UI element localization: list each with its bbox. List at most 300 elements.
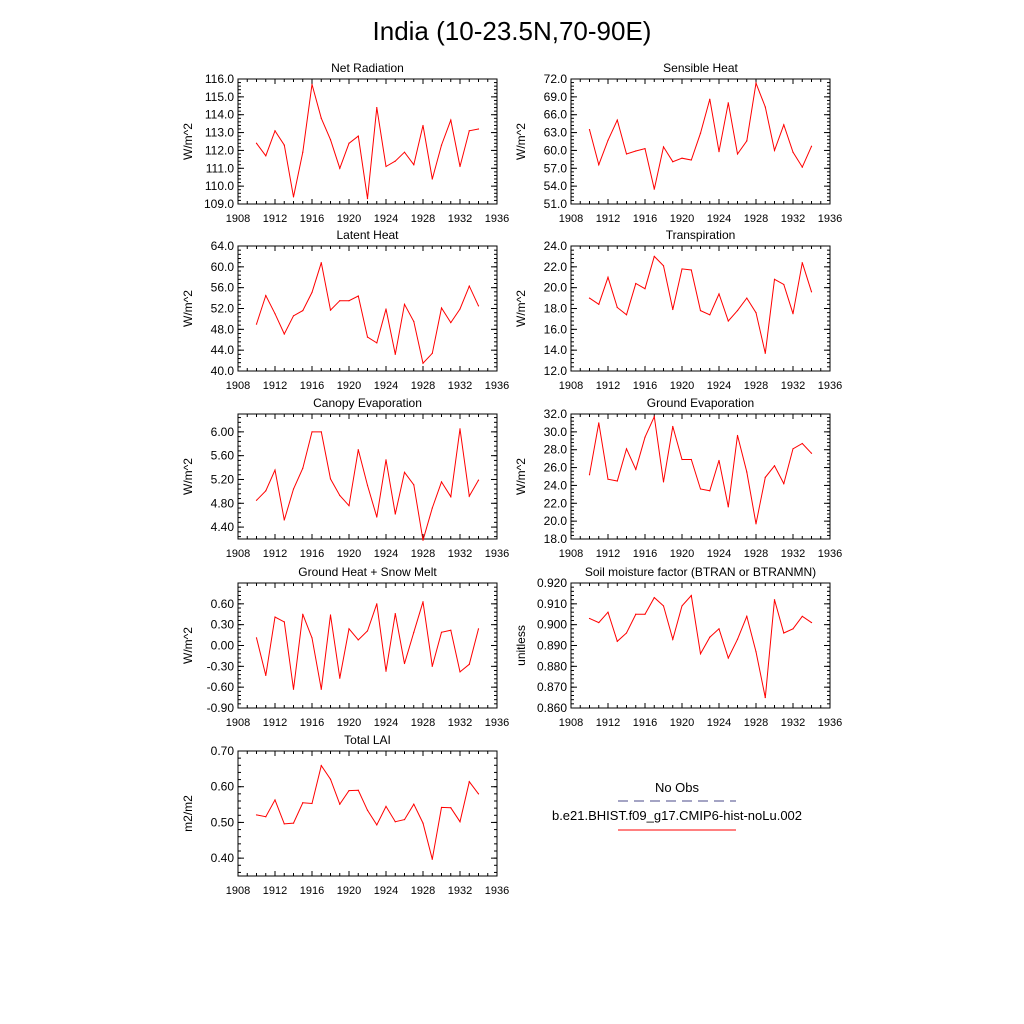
data-point xyxy=(404,663,405,664)
data-point xyxy=(589,618,590,619)
data-point xyxy=(617,641,618,642)
y-tick-label: 40.0 xyxy=(210,364,234,378)
y-tick-label: 54.0 xyxy=(543,179,567,194)
y-tick-label: 60.0 xyxy=(543,143,567,158)
x-tick-label: 1932 xyxy=(780,213,806,225)
y-axis-label: W/m^2 xyxy=(181,627,195,664)
y-tick-label: 0.870 xyxy=(536,680,567,695)
data-point xyxy=(811,622,812,623)
x-tick-label: 1924 xyxy=(706,213,732,225)
data-point xyxy=(358,295,359,296)
y-axis-label: m2/m2 xyxy=(181,795,195,832)
data-point xyxy=(413,164,414,165)
data-point xyxy=(302,802,303,803)
data-point xyxy=(395,613,396,614)
data-point xyxy=(321,118,322,119)
plot-frame xyxy=(238,246,497,371)
data-point xyxy=(265,295,266,296)
data-point xyxy=(358,136,359,137)
x-tick-label: 1936 xyxy=(484,380,510,392)
data-point xyxy=(358,790,359,791)
data-point xyxy=(589,297,590,298)
data-point xyxy=(469,496,470,497)
legend-obs-label: No Obs xyxy=(654,780,700,795)
y-tick-label: 0.910 xyxy=(536,596,567,611)
y-axis-label: W/m^2 xyxy=(514,123,528,160)
x-tick-label: 1924 xyxy=(373,380,399,392)
y-tick-label: 64.0 xyxy=(210,239,234,253)
data-point xyxy=(700,310,701,311)
data-point xyxy=(284,519,285,520)
x-tick-label: 1936 xyxy=(817,717,843,729)
x-tick-label: 1920 xyxy=(669,380,695,392)
data-point xyxy=(478,479,479,480)
data-point xyxy=(348,300,349,301)
x-tick-label: 1936 xyxy=(484,213,510,225)
data-point xyxy=(681,158,682,159)
data-point xyxy=(792,448,793,449)
data-point xyxy=(598,422,599,423)
data-point xyxy=(728,102,729,103)
data-point xyxy=(450,119,451,120)
chart-panel xyxy=(514,396,842,560)
series-line xyxy=(257,84,479,198)
data-point xyxy=(422,540,423,541)
x-tick-label: 1920 xyxy=(336,380,362,392)
data-point xyxy=(293,488,294,489)
data-point xyxy=(348,143,349,144)
plot-frame xyxy=(238,583,497,708)
x-tick-label: 1912 xyxy=(595,213,621,225)
x-tick-label: 1924 xyxy=(706,380,732,392)
data-point xyxy=(654,256,655,257)
data-point xyxy=(774,150,775,151)
chart-panel xyxy=(181,61,509,225)
panel-title: Canopy Evaporation xyxy=(313,396,422,410)
data-point xyxy=(654,416,655,417)
x-tick-label: 1932 xyxy=(780,548,806,560)
plot-frame xyxy=(238,751,497,876)
plot-frame xyxy=(571,583,830,708)
chart-panel xyxy=(514,228,842,392)
x-tick-label: 1912 xyxy=(262,213,288,225)
data-point xyxy=(709,490,710,491)
data-point xyxy=(367,198,368,199)
data-point xyxy=(395,161,396,162)
data-point xyxy=(478,305,479,306)
y-tick-label: 0.920 xyxy=(536,576,567,590)
chart-panel xyxy=(181,396,509,560)
x-tick-label: 1912 xyxy=(595,548,621,560)
data-point xyxy=(792,628,793,629)
data-point xyxy=(755,651,756,652)
data-point xyxy=(469,664,470,665)
x-tick-label: 1932 xyxy=(447,380,473,392)
data-point xyxy=(256,143,257,144)
y-tick-label: 0.30 xyxy=(210,617,234,632)
y-tick-label: 72.0 xyxy=(543,72,567,86)
x-tick-label: 1908 xyxy=(225,213,251,225)
data-point xyxy=(284,333,285,334)
panel-title: Transpiration xyxy=(665,228,736,242)
series-line xyxy=(257,766,479,860)
y-tick-label: 0.60 xyxy=(210,596,234,611)
data-point xyxy=(376,824,377,825)
data-point xyxy=(265,155,266,156)
panel-title: Total LAI xyxy=(344,733,391,747)
data-point xyxy=(635,150,636,151)
y-tick-label: 0.40 xyxy=(210,851,234,866)
x-tick-label: 1908 xyxy=(558,213,584,225)
data-point xyxy=(265,675,266,676)
y-tick-label: 56.0 xyxy=(210,280,234,295)
x-tick-label: 1932 xyxy=(447,213,473,225)
data-point xyxy=(348,628,349,629)
data-point xyxy=(422,125,423,126)
data-point xyxy=(672,161,673,162)
y-tick-label: 20.0 xyxy=(543,280,567,295)
x-tick-label: 1924 xyxy=(373,548,399,560)
x-tick-label: 1916 xyxy=(632,213,658,225)
data-point xyxy=(626,153,627,154)
x-tick-label: 1912 xyxy=(262,717,288,729)
data-point xyxy=(422,601,423,602)
data-point xyxy=(644,148,645,149)
data-point xyxy=(376,603,377,604)
data-point xyxy=(598,304,599,305)
data-point xyxy=(792,152,793,153)
data-point xyxy=(589,129,590,130)
data-point xyxy=(404,304,405,305)
y-tick-label: 18.0 xyxy=(543,532,567,546)
x-tick-label: 1908 xyxy=(225,548,251,560)
y-tick-label: 16.0 xyxy=(543,322,567,337)
data-point xyxy=(284,823,285,824)
y-tick-label: 51.0 xyxy=(543,197,567,211)
data-point xyxy=(321,765,322,766)
y-tick-label: 4.40 xyxy=(210,520,234,535)
data-point xyxy=(321,689,322,690)
x-tick-label: 1936 xyxy=(484,885,510,897)
data-point xyxy=(765,353,766,354)
data-point xyxy=(663,146,664,147)
data-point xyxy=(256,324,257,325)
data-point xyxy=(691,269,692,270)
data-point xyxy=(256,637,257,638)
y-tick-label: 69.0 xyxy=(543,89,567,104)
x-tick-label: 1928 xyxy=(410,548,436,560)
y-tick-label: 57.0 xyxy=(543,161,567,176)
data-point xyxy=(385,166,386,167)
x-tick-label: 1936 xyxy=(484,717,510,729)
x-tick-label: 1916 xyxy=(299,380,325,392)
y-tick-label: 24.0 xyxy=(543,478,567,493)
data-point xyxy=(654,597,655,598)
data-point xyxy=(728,506,729,507)
x-tick-label: 1916 xyxy=(632,380,658,392)
x-tick-label: 1928 xyxy=(743,717,769,729)
x-tick-label: 1932 xyxy=(780,380,806,392)
data-point xyxy=(413,321,414,322)
y-tick-label: 52.0 xyxy=(210,301,234,316)
series-line xyxy=(590,417,812,524)
data-point xyxy=(441,807,442,808)
x-tick-label: 1916 xyxy=(299,885,325,897)
data-point xyxy=(422,823,423,824)
data-point xyxy=(376,342,377,343)
x-tick-label: 1932 xyxy=(447,548,473,560)
data-point xyxy=(672,639,673,640)
y-tick-label: 6.00 xyxy=(210,424,234,439)
data-point xyxy=(274,130,275,131)
data-point xyxy=(746,471,747,472)
data-point xyxy=(348,790,349,791)
y-tick-label: 60.0 xyxy=(210,259,234,274)
y-tick-label: 116.0 xyxy=(204,72,234,86)
data-point xyxy=(469,286,470,287)
data-point xyxy=(728,320,729,321)
data-point xyxy=(746,140,747,141)
y-tick-label: 0.00 xyxy=(210,638,234,653)
data-point xyxy=(709,637,710,638)
panel-title: Ground Evaporation xyxy=(646,396,755,410)
x-tick-label: 1912 xyxy=(262,885,288,897)
data-point xyxy=(330,614,331,615)
data-point xyxy=(691,595,692,596)
data-point xyxy=(293,823,294,824)
y-tick-label: 14.0 xyxy=(543,343,567,358)
chart-panel xyxy=(181,228,509,392)
data-point xyxy=(755,523,756,524)
y-tick-label: 5.60 xyxy=(210,448,234,463)
series-line xyxy=(590,83,812,189)
data-point xyxy=(459,308,460,309)
x-tick-label: 1920 xyxy=(336,548,362,560)
y-tick-label: 32.0 xyxy=(543,407,567,421)
data-point xyxy=(737,639,738,640)
data-point xyxy=(339,300,340,301)
data-point xyxy=(395,821,396,822)
data-point xyxy=(274,313,275,314)
data-point xyxy=(302,310,303,311)
y-tick-label: 0.880 xyxy=(536,659,567,674)
panel-title: Net Radiation xyxy=(331,61,404,75)
data-point xyxy=(330,478,331,479)
data-point xyxy=(718,151,719,152)
x-tick-label: 1936 xyxy=(484,548,510,560)
data-point xyxy=(700,133,701,134)
x-tick-label: 1920 xyxy=(336,717,362,729)
data-point xyxy=(783,632,784,633)
data-point xyxy=(459,166,460,167)
data-point xyxy=(367,485,368,486)
x-tick-label: 1916 xyxy=(632,717,658,729)
data-point xyxy=(626,314,627,315)
data-point xyxy=(321,262,322,263)
data-point xyxy=(598,622,599,623)
data-point xyxy=(617,307,618,308)
data-point xyxy=(663,605,664,606)
data-point xyxy=(691,459,692,460)
x-tick-label: 1928 xyxy=(743,213,769,225)
data-point xyxy=(385,671,386,672)
panel-title: Soil moisture factor (BTRAN or BTRANMN) xyxy=(584,565,817,579)
data-point xyxy=(617,119,618,120)
data-point xyxy=(709,99,710,100)
x-tick-label: 1924 xyxy=(373,213,399,225)
data-point xyxy=(256,500,257,501)
data-point xyxy=(413,632,414,633)
y-tick-label: 26.0 xyxy=(543,460,567,475)
data-point xyxy=(395,513,396,514)
data-point xyxy=(802,443,803,444)
data-point xyxy=(367,810,368,811)
series-line xyxy=(590,596,812,698)
data-point xyxy=(367,337,368,338)
y-tick-label: 0.890 xyxy=(536,638,567,653)
data-point xyxy=(746,297,747,298)
data-point xyxy=(700,488,701,489)
data-point xyxy=(450,630,451,631)
data-point xyxy=(265,816,266,817)
x-tick-label: 1936 xyxy=(817,213,843,225)
data-point xyxy=(469,781,470,782)
data-point xyxy=(478,628,479,629)
data-point xyxy=(376,107,377,108)
data-point xyxy=(311,292,312,293)
series-line xyxy=(257,429,479,540)
x-tick-label: 1908 xyxy=(225,885,251,897)
data-point xyxy=(441,481,442,482)
x-tick-label: 1932 xyxy=(447,885,473,897)
data-point xyxy=(459,821,460,822)
data-point xyxy=(765,477,766,478)
data-point xyxy=(802,616,803,617)
y-tick-label: 0.860 xyxy=(536,701,567,715)
x-tick-label: 1924 xyxy=(373,717,399,729)
x-tick-label: 1908 xyxy=(225,717,251,729)
x-tick-label: 1928 xyxy=(410,717,436,729)
data-point xyxy=(274,799,275,800)
data-point xyxy=(783,284,784,285)
y-tick-label: 22.0 xyxy=(543,496,567,511)
y-tick-label: 44.0 xyxy=(210,343,234,358)
data-point xyxy=(459,428,460,429)
data-point xyxy=(469,130,470,131)
y-tick-label: 66.0 xyxy=(543,107,567,122)
data-point xyxy=(265,490,266,491)
y-tick-label: -0.30 xyxy=(206,659,234,674)
plot-frame xyxy=(571,79,830,204)
data-point xyxy=(811,453,812,454)
data-point xyxy=(432,666,433,667)
data-point xyxy=(663,481,664,482)
x-tick-label: 1908 xyxy=(558,548,584,560)
x-tick-label: 1912 xyxy=(262,548,288,560)
y-axis-label: W/m^2 xyxy=(514,290,528,327)
y-tick-label: 12.0 xyxy=(543,364,567,378)
data-point xyxy=(783,124,784,125)
data-point xyxy=(302,468,303,469)
data-point xyxy=(339,804,340,805)
data-point xyxy=(395,354,396,355)
data-point xyxy=(348,505,349,506)
x-tick-label: 1916 xyxy=(299,717,325,729)
figure-title: India (10-23.5N,70-90E) xyxy=(372,16,652,46)
data-point xyxy=(302,152,303,153)
data-point xyxy=(339,678,340,679)
data-point xyxy=(478,793,479,794)
data-point xyxy=(330,779,331,780)
data-point xyxy=(737,435,738,436)
x-tick-label: 1928 xyxy=(743,548,769,560)
data-point xyxy=(413,804,414,805)
y-tick-label: 112.0 xyxy=(204,143,234,158)
data-point xyxy=(802,262,803,263)
x-tick-label: 1936 xyxy=(817,548,843,560)
data-point xyxy=(274,469,275,470)
data-point xyxy=(598,164,599,165)
panel-title: Sensible Heat xyxy=(663,61,738,75)
x-tick-label: 1928 xyxy=(410,213,436,225)
data-point xyxy=(385,459,386,460)
data-point xyxy=(432,507,433,508)
data-point xyxy=(274,616,275,617)
x-tick-label: 1912 xyxy=(595,717,621,729)
x-tick-label: 1912 xyxy=(595,380,621,392)
x-tick-label: 1924 xyxy=(373,885,399,897)
x-tick-label: 1928 xyxy=(410,885,436,897)
panels xyxy=(181,61,842,897)
data-point xyxy=(339,168,340,169)
data-point xyxy=(700,653,701,654)
y-axis-label: W/m^2 xyxy=(181,458,195,495)
data-point xyxy=(607,612,608,613)
legend-model-label: b.e21.BHIST.f09_g17.CMIP6-hist-noLu.002 xyxy=(551,808,803,823)
y-tick-label: 114.0 xyxy=(204,107,234,122)
data-point xyxy=(691,159,692,160)
data-point xyxy=(718,460,719,461)
data-point xyxy=(459,671,460,672)
data-point xyxy=(811,291,812,292)
y-tick-label: 18.0 xyxy=(543,301,567,316)
data-point xyxy=(635,469,636,470)
data-point xyxy=(765,106,766,107)
y-tick-label: 113.0 xyxy=(204,125,234,140)
panel-title: Ground Heat + Snow Melt xyxy=(298,565,437,579)
data-point xyxy=(811,146,812,147)
plot-frame xyxy=(571,414,830,539)
x-tick-label: 1920 xyxy=(336,213,362,225)
data-point xyxy=(302,614,303,615)
data-point xyxy=(718,628,719,629)
data-point xyxy=(284,621,285,622)
x-tick-label: 1916 xyxy=(299,213,325,225)
data-point xyxy=(422,363,423,364)
y-tick-label: 115.0 xyxy=(204,89,234,104)
data-point xyxy=(385,308,386,309)
x-tick-label: 1908 xyxy=(558,717,584,729)
data-point xyxy=(746,616,747,617)
y-axis-label: W/m^2 xyxy=(514,458,528,495)
data-point xyxy=(755,312,756,313)
data-point xyxy=(441,144,442,145)
x-tick-label: 1916 xyxy=(632,548,658,560)
y-tick-label: 4.80 xyxy=(210,496,234,511)
data-point xyxy=(607,479,608,480)
x-tick-label: 1920 xyxy=(669,548,695,560)
y-axis-label: unitless xyxy=(514,625,528,666)
